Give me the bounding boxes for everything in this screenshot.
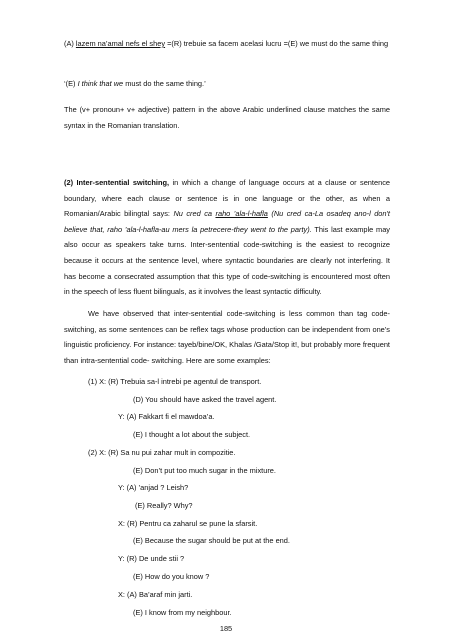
italic-1: Nu cred ca	[173, 209, 216, 219]
example-line: Y: (A) ’anjad ? Leish?	[118, 483, 189, 492]
translation: =(R) trebuie sa facem acelasi lucru =(E) we must do the same thing	[165, 39, 389, 48]
example-line: Y: (R) De unde stii ?	[118, 554, 185, 563]
prefix: (A)	[64, 39, 76, 48]
example-line: (D) You should have asked the travel agent.	[133, 395, 277, 404]
italic-2: (Nu cred ca-La osadeq ano-l don't believe that, raho ’ala-l-hafla-au mers la petrecere-they went to the party).	[64, 209, 390, 234]
example-line: (1) X: (R) Trebuia sa-l intrebi pe agentul de transport.	[88, 377, 262, 386]
text-2: This last example may also occur as speakers take turns. Inter-sentential code-switching is the easiest to recognize because it occurs at the sentence level, where syntactic boundaries are clearly not interfering. It has become a consecrated assumption that this type of code-switching is encountered most often in the speech of less fluent bilinguals, as it involves the least syntactic difficulty.	[64, 224, 390, 297]
example-line: (E) I thought a lot about the subject.	[133, 430, 251, 439]
example-line: (E) I know from my neighbour.	[133, 608, 232, 617]
example-line: (E) How do you know ?	[133, 572, 210, 581]
example-line: (2) X: (R) Sa nu pui zahar mult in compozitie.	[88, 448, 236, 457]
example-line: (E) Because the sugar should be put at the end.	[133, 536, 290, 545]
example-line: X: (A) Ba’araf min jarti.	[118, 590, 193, 599]
italic-underlined: raho ’ala-l-hafla	[215, 209, 268, 219]
syntax-paragraph: The (v+ pronoun+ v+ adjective) pattern in the above Arabic underlined clause matches the same syntax in the Romanian translation.	[64, 105, 390, 130]
example-sentence-a	[64, 36, 390, 52]
page-number: 185	[219, 624, 233, 633]
example-line: (E) Don’t put too much sugar in the mixture.	[133, 466, 276, 475]
underlined-clause: lazem na’amal nefs el shey	[75, 39, 166, 48]
example-gloss	[64, 76, 390, 92]
example-line: Y: (A) Fakkart fi el mawdoa’a.	[118, 412, 215, 421]
example-line: (E) Really? Why?	[135, 501, 193, 510]
gloss-rest: must do the same thing.’	[123, 79, 206, 88]
gloss-italic: I think that we	[77, 79, 124, 88]
section-heading: (2) Inter-sentential switching,	[64, 178, 170, 187]
text-1: in which a change of language occurs at a clause or sentence boundary, where each clause or sentence is in one language or the other, as when a Romanian/Arabic bilingtal says:	[64, 178, 390, 219]
example-line: X: (R) Pentru ca zaharul se pune la sfarsit.	[118, 519, 258, 528]
gloss-open: ‘(E)	[64, 79, 78, 88]
observation-paragraph: We have observed that inter-sentential code-switching is less common than tag code-switching, as some sentences can be reflex tags whose production can be independent from one’s linguistic proficiency. For instance: tayeb/bine/OK, Khalas /Gata/Stop it!, but probably more frequent than intra-sentential code- switching. Here are some examples:	[64, 309, 390, 365]
inter-sentential-paragraph	[64, 175, 390, 300]
